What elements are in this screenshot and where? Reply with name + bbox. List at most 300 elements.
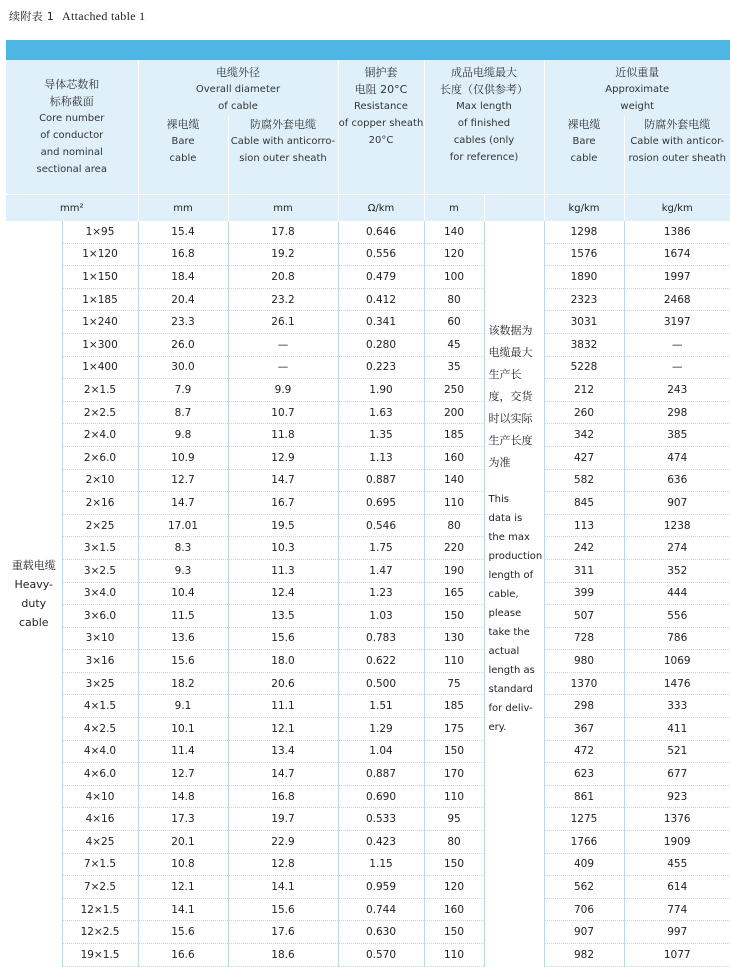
note-line-cn: 生产长度 [489, 430, 542, 452]
weight-anticorrosion-cell: 274 [624, 537, 730, 560]
bare-diameter-cell: 12.7 [138, 763, 228, 786]
weight-bare-cell: 242 [544, 537, 624, 560]
note-line-cn: 生产长 [489, 364, 542, 386]
table-row [6, 243, 730, 266]
core-cell: 3×16 [62, 650, 138, 673]
resistance-cell: 1.13 [338, 446, 424, 469]
weight-anticorrosion-cell: 1909 [624, 831, 730, 854]
bare-diameter-cell: 14.8 [138, 785, 228, 808]
bare-diameter-cell: 26.0 [138, 333, 228, 356]
table-row [6, 401, 730, 424]
anticorrosion-diameter-cell: 13.5 [228, 605, 338, 628]
max-length-cell: 160 [424, 898, 484, 921]
header-line: Max length [425, 98, 544, 115]
anticorrosion-diameter-cell: 19.7 [228, 808, 338, 831]
resistance-cell: 0.622 [338, 650, 424, 673]
note-line-en: production [489, 547, 542, 566]
resistance-cell: 0.223 [338, 356, 424, 379]
max-length-cell: 150 [424, 740, 484, 763]
bare-diameter-cell: 8.3 [138, 537, 228, 560]
anticorrosion-diameter-cell: 16.7 [228, 492, 338, 515]
bare-diameter-cell: 9.8 [138, 424, 228, 447]
weight-bare-cell: 980 [544, 650, 624, 673]
resistance-cell: 0.423 [338, 831, 424, 854]
weight-anticorrosion-cell: 474 [624, 446, 730, 469]
resistance-cell: 0.479 [338, 266, 424, 289]
header-line: 标称截面 [6, 93, 138, 110]
weight-anticorrosion-cell: 1238 [624, 514, 730, 537]
anticorrosion-diameter-cell: 20.6 [228, 672, 338, 695]
table-row [6, 831, 730, 854]
note-line-cn: 为准 [489, 452, 542, 474]
weight-bare-cell: 861 [544, 785, 624, 808]
weight-anticorrosion-cell: 1376 [624, 808, 730, 831]
bare-diameter-cell: 10.8 [138, 853, 228, 876]
header-line: rosion outer sheath [625, 150, 730, 167]
weight-anticorrosion-cell: 1077 [624, 944, 730, 967]
bare-diameter-cell: 9.3 [138, 559, 228, 582]
weight-anticorrosion-cell: 2468 [624, 288, 730, 311]
bare-diameter-cell: 9.1 [138, 695, 228, 718]
header-line: and nominal [6, 144, 138, 161]
core-cell: 2×2.5 [62, 401, 138, 424]
anticorrosion-diameter-cell: 15.6 [228, 627, 338, 650]
header-line: Bare [139, 133, 228, 150]
max-length-cell: 80 [424, 514, 484, 537]
note-line-en: take the [489, 623, 542, 642]
core-cell: 4×10 [62, 785, 138, 808]
anticorrosion-diameter-cell: — [228, 333, 338, 356]
table-row [6, 379, 730, 402]
weight-anticorrosion-cell: — [624, 356, 730, 379]
max-length-cell: 185 [424, 695, 484, 718]
header-line: 成品电缆最大 [425, 64, 544, 81]
weight-bare-cell: 706 [544, 898, 624, 921]
note-line-cn: 时以实际 [489, 408, 542, 430]
header-overall [138, 60, 338, 116]
weight-anticorrosion-cell: 333 [624, 695, 730, 718]
unit-weight-anticorrosion: kg/km [624, 195, 730, 222]
header-core [6, 60, 138, 195]
max-length-cell: 150 [424, 605, 484, 628]
bare-diameter-cell: 13.6 [138, 627, 228, 650]
resistance-cell: 0.500 [338, 672, 424, 695]
resistance-cell: 1.04 [338, 740, 424, 763]
header-line: 长度（仅供参考） [425, 81, 544, 98]
unit-weight-bare: kg/km [544, 195, 624, 222]
note-line-en: ery. [489, 718, 542, 737]
table-row [6, 537, 730, 560]
weight-bare-cell: 582 [544, 469, 624, 492]
weight-bare-cell: 342 [544, 424, 624, 447]
weight-anticorrosion-cell: 298 [624, 401, 730, 424]
core-cell: 2×4.0 [62, 424, 138, 447]
weight-bare-cell: 311 [544, 559, 624, 582]
table-row [6, 221, 730, 243]
core-cell: 2×6.0 [62, 446, 138, 469]
unit-core: mm² [6, 195, 138, 222]
anticorrosion-diameter-cell: 26.1 [228, 311, 338, 334]
anticorrosion-diameter-cell: 12.9 [228, 446, 338, 469]
weight-anticorrosion-cell: 1674 [624, 243, 730, 266]
table-row [6, 333, 730, 356]
units-row [6, 195, 730, 222]
header-line: cable [545, 150, 624, 167]
table-row [6, 469, 730, 492]
weight-bare-cell: 260 [544, 401, 624, 424]
bare-diameter-cell: 8.7 [138, 401, 228, 424]
resistance-cell: 0.556 [338, 243, 424, 266]
unit-bare-diameter: mm [138, 195, 228, 222]
bare-diameter-cell: 16.8 [138, 243, 228, 266]
bare-diameter-cell: 15.6 [138, 650, 228, 673]
weight-bare-cell: 1298 [544, 221, 624, 243]
weight-bare-cell: 2323 [544, 288, 624, 311]
max-length-cell: 110 [424, 944, 484, 967]
length-note-cell [484, 221, 544, 966]
weight-anticorrosion-cell: 385 [624, 424, 730, 447]
weight-anticorrosion-cell: 774 [624, 898, 730, 921]
category-line: 重载电缆 [6, 556, 62, 575]
table-row [6, 853, 730, 876]
core-cell: 4×2.5 [62, 718, 138, 741]
max-length-cell: 170 [424, 763, 484, 786]
note-line-cn: 电缆最大 [489, 342, 542, 364]
header-overall-anticorrosion [228, 116, 338, 195]
anticorrosion-diameter-cell: 17.8 [228, 221, 338, 243]
anticorrosion-diameter-cell: 13.4 [228, 740, 338, 763]
resistance-cell: 0.744 [338, 898, 424, 921]
bare-diameter-cell: 10.4 [138, 582, 228, 605]
max-length-cell: 80 [424, 288, 484, 311]
bare-diameter-cell: 20.1 [138, 831, 228, 854]
core-cell: 4×1.5 [62, 695, 138, 718]
unit-anticorrosion-diameter: mm [228, 195, 338, 222]
anticorrosion-diameter-cell: 15.6 [228, 898, 338, 921]
weight-anticorrosion-cell: 444 [624, 582, 730, 605]
header-max-length [424, 60, 544, 195]
max-length-cell: 35 [424, 356, 484, 379]
table-row [6, 718, 730, 741]
header-line: sectional area [6, 161, 138, 178]
anticorrosion-diameter-cell: 9.9 [228, 379, 338, 402]
bare-diameter-cell: 18.2 [138, 672, 228, 695]
header-line: 近似重量 [545, 64, 730, 81]
weight-anticorrosion-cell: 521 [624, 740, 730, 763]
bare-diameter-cell: 7.9 [138, 379, 228, 402]
core-cell: 3×6.0 [62, 605, 138, 628]
resistance-cell: 0.646 [338, 221, 424, 243]
header-line: Bare [545, 133, 624, 150]
caption-cn: 续附表 1 [9, 10, 54, 23]
anticorrosion-diameter-cell: 19.5 [228, 514, 338, 537]
anticorrosion-diameter-cell: — [228, 356, 338, 379]
table-row [6, 514, 730, 537]
weight-bare-cell: 113 [544, 514, 624, 537]
core-cell: 1×95 [62, 221, 138, 243]
core-cell: 3×1.5 [62, 537, 138, 560]
max-length-cell: 110 [424, 785, 484, 808]
anticorrosion-diameter-cell: 10.3 [228, 537, 338, 560]
note-line-cn: 度，交货 [489, 386, 542, 408]
table-row [6, 785, 730, 808]
resistance-cell: 0.783 [338, 627, 424, 650]
header-line: of conductor [6, 127, 138, 144]
category-line: cable [6, 613, 62, 632]
table-row [6, 424, 730, 447]
weight-bare-cell: 427 [544, 446, 624, 469]
header-line: 防腐外套电缆 [229, 116, 338, 133]
header-weight-anticorrosion [624, 116, 730, 195]
weight-bare-cell: 728 [544, 627, 624, 650]
anticorrosion-diameter-cell: 12.1 [228, 718, 338, 741]
bare-diameter-cell: 12.7 [138, 469, 228, 492]
weight-anticorrosion-cell: 352 [624, 559, 730, 582]
resistance-cell: 0.887 [338, 763, 424, 786]
weight-bare-cell: 367 [544, 718, 624, 741]
bare-diameter-cell: 16.6 [138, 944, 228, 967]
max-length-cell: 140 [424, 221, 484, 243]
table-row [6, 898, 730, 921]
max-length-cell: 185 [424, 424, 484, 447]
bare-diameter-cell: 23.3 [138, 311, 228, 334]
note-line-en: cable, [489, 585, 542, 604]
core-cell: 1×120 [62, 243, 138, 266]
bare-diameter-cell: 20.4 [138, 288, 228, 311]
header-line: 20°C [339, 132, 424, 149]
table-row [6, 672, 730, 695]
resistance-cell: 0.887 [338, 469, 424, 492]
max-length-cell: 130 [424, 627, 484, 650]
weight-bare-cell: 507 [544, 605, 624, 628]
weight-bare-cell: 3031 [544, 311, 624, 334]
core-cell: 4×25 [62, 831, 138, 854]
resistance-cell: 1.15 [338, 853, 424, 876]
bare-diameter-cell: 15.4 [138, 221, 228, 243]
note-line-en: please [489, 604, 542, 623]
header-overall-bare [138, 116, 228, 195]
anticorrosion-diameter-cell: 11.1 [228, 695, 338, 718]
table-row [6, 876, 730, 899]
header-band [6, 40, 730, 60]
header-line: 导体芯数和 [6, 76, 138, 93]
header-line: 裸电缆 [545, 116, 624, 133]
header-line: Approximate [545, 81, 730, 98]
max-length-cell: 120 [424, 243, 484, 266]
weight-anticorrosion-cell: 455 [624, 853, 730, 876]
core-cell: 1×400 [62, 356, 138, 379]
weight-anticorrosion-cell: — [624, 333, 730, 356]
weight-anticorrosion-cell: 556 [624, 605, 730, 628]
weight-bare-cell: 1890 [544, 266, 624, 289]
unit-max-length-blank [484, 195, 544, 222]
note-line-en: length of [489, 566, 542, 585]
max-length-cell: 120 [424, 876, 484, 899]
max-length-cell: 100 [424, 266, 484, 289]
cable-data-table [6, 40, 730, 967]
max-length-cell: 150 [424, 853, 484, 876]
core-cell: 1×300 [62, 333, 138, 356]
anticorrosion-diameter-cell: 14.7 [228, 469, 338, 492]
bare-diameter-cell: 14.1 [138, 898, 228, 921]
header-line: for reference) [425, 149, 544, 166]
resistance-cell: 1.90 [338, 379, 424, 402]
table-caption [9, 8, 145, 24]
weight-anticorrosion-cell: 614 [624, 876, 730, 899]
table-row [6, 311, 730, 334]
anticorrosion-diameter-cell: 18.0 [228, 650, 338, 673]
resistance-cell: 1.75 [338, 537, 424, 560]
table-row [6, 695, 730, 718]
anticorrosion-diameter-cell: 18.6 [228, 944, 338, 967]
max-length-cell: 110 [424, 650, 484, 673]
resistance-cell: 0.412 [338, 288, 424, 311]
bare-diameter-cell: 14.7 [138, 492, 228, 515]
header-line: Overall diameter [139, 81, 338, 98]
weight-anticorrosion-cell: 786 [624, 627, 730, 650]
table-row [6, 740, 730, 763]
weight-bare-cell: 3832 [544, 333, 624, 356]
max-length-cell: 60 [424, 311, 484, 334]
weight-anticorrosion-cell: 3197 [624, 311, 730, 334]
weight-bare-cell: 1275 [544, 808, 624, 831]
note-line-en: This [489, 490, 542, 509]
core-cell: 4×6.0 [62, 763, 138, 786]
bare-diameter-cell: 17.01 [138, 514, 228, 537]
header-resistance [338, 60, 424, 195]
max-length-cell: 160 [424, 446, 484, 469]
core-cell: 7×1.5 [62, 853, 138, 876]
header-line: Cable with anticor- [625, 133, 730, 150]
weight-anticorrosion-cell: 997 [624, 921, 730, 944]
anticorrosion-diameter-cell: 10.7 [228, 401, 338, 424]
resistance-cell: 1.63 [338, 401, 424, 424]
anticorrosion-diameter-cell: 17.6 [228, 921, 338, 944]
note-line-en: for deliv- [489, 699, 542, 718]
weight-bare-cell: 1766 [544, 831, 624, 854]
note-line-en: the max [489, 528, 542, 547]
weight-bare-cell: 5228 [544, 356, 624, 379]
anticorrosion-diameter-cell: 14.1 [228, 876, 338, 899]
table-row [6, 356, 730, 379]
weight-bare-cell: 212 [544, 379, 624, 402]
max-length-cell: 45 [424, 333, 484, 356]
weight-bare-cell: 1370 [544, 672, 624, 695]
weight-anticorrosion-cell: 636 [624, 469, 730, 492]
resistance-cell: 0.533 [338, 808, 424, 831]
resistance-cell: 0.690 [338, 785, 424, 808]
weight-anticorrosion-cell: 1997 [624, 266, 730, 289]
header-line: of copper sheath [339, 115, 424, 132]
max-length-cell: 220 [424, 537, 484, 560]
core-cell: 2×16 [62, 492, 138, 515]
weight-anticorrosion-cell: 1069 [624, 650, 730, 673]
note-line-cn: 该数据为 [489, 320, 542, 342]
table-row [6, 763, 730, 786]
core-cell: 19×1.5 [62, 944, 138, 967]
header-line: cable [139, 150, 228, 167]
table-row [6, 921, 730, 944]
max-length-cell: 200 [424, 401, 484, 424]
unit-resistance: Ω/km [338, 195, 424, 222]
core-cell: 3×4.0 [62, 582, 138, 605]
resistance-cell: 1.47 [338, 559, 424, 582]
header-weight [544, 60, 730, 116]
weight-bare-cell: 472 [544, 740, 624, 763]
weight-anticorrosion-cell: 923 [624, 785, 730, 808]
resistance-cell: 0.570 [338, 944, 424, 967]
resistance-cell: 1.23 [338, 582, 424, 605]
table-row [6, 446, 730, 469]
bare-diameter-cell: 17.3 [138, 808, 228, 831]
header-line: Core number [6, 110, 138, 127]
resistance-cell: 1.29 [338, 718, 424, 741]
table-row [6, 944, 730, 967]
header-line: 铜护套 [339, 64, 424, 81]
core-cell: 1×240 [62, 311, 138, 334]
anticorrosion-diameter-cell: 14.7 [228, 763, 338, 786]
core-cell: 2×1.5 [62, 379, 138, 402]
header-line: sion outer sheath [229, 150, 338, 167]
weight-bare-cell: 845 [544, 492, 624, 515]
note-line-en: data is [489, 509, 542, 528]
unit-max-length: m [424, 195, 484, 222]
max-length-cell: 190 [424, 559, 484, 582]
core-cell: 12×1.5 [62, 898, 138, 921]
max-length-cell: 175 [424, 718, 484, 741]
core-cell: 4×4.0 [62, 740, 138, 763]
anticorrosion-diameter-cell: 11.8 [228, 424, 338, 447]
bare-diameter-cell: 18.4 [138, 266, 228, 289]
header-line: 防腐外套电缆 [625, 116, 730, 133]
table-row [6, 808, 730, 831]
resistance-cell: 0.959 [338, 876, 424, 899]
table-body [6, 221, 730, 966]
core-cell: 4×16 [62, 808, 138, 831]
max-length-cell: 165 [424, 582, 484, 605]
max-length-cell: 95 [424, 808, 484, 831]
resistance-cell: 0.695 [338, 492, 424, 515]
max-length-cell: 75 [424, 672, 484, 695]
core-cell: 7×2.5 [62, 876, 138, 899]
bare-diameter-cell: 30.0 [138, 356, 228, 379]
resistance-cell: 0.630 [338, 921, 424, 944]
resistance-cell: 0.341 [338, 311, 424, 334]
weight-anticorrosion-cell: 1386 [624, 221, 730, 243]
header-line: weight [545, 98, 730, 115]
table-row [6, 650, 730, 673]
header-line: of cable [139, 98, 338, 115]
table-row [6, 582, 730, 605]
weight-bare-cell: 907 [544, 921, 624, 944]
core-cell: 3×10 [62, 627, 138, 650]
bare-diameter-cell: 12.1 [138, 876, 228, 899]
anticorrosion-diameter-cell: 12.8 [228, 853, 338, 876]
category-line: Heavy-duty [6, 575, 62, 613]
table-row [6, 288, 730, 311]
header-line: of finished [425, 115, 544, 132]
weight-anticorrosion-cell: 411 [624, 718, 730, 741]
anticorrosion-diameter-cell: 12.4 [228, 582, 338, 605]
bare-diameter-cell: 11.4 [138, 740, 228, 763]
max-length-cell: 80 [424, 831, 484, 854]
core-cell: 1×185 [62, 288, 138, 311]
table-row [6, 559, 730, 582]
bare-diameter-cell: 11.5 [138, 605, 228, 628]
core-cell: 12×2.5 [62, 921, 138, 944]
header-line: Resistance [339, 98, 424, 115]
max-length-cell: 140 [424, 469, 484, 492]
